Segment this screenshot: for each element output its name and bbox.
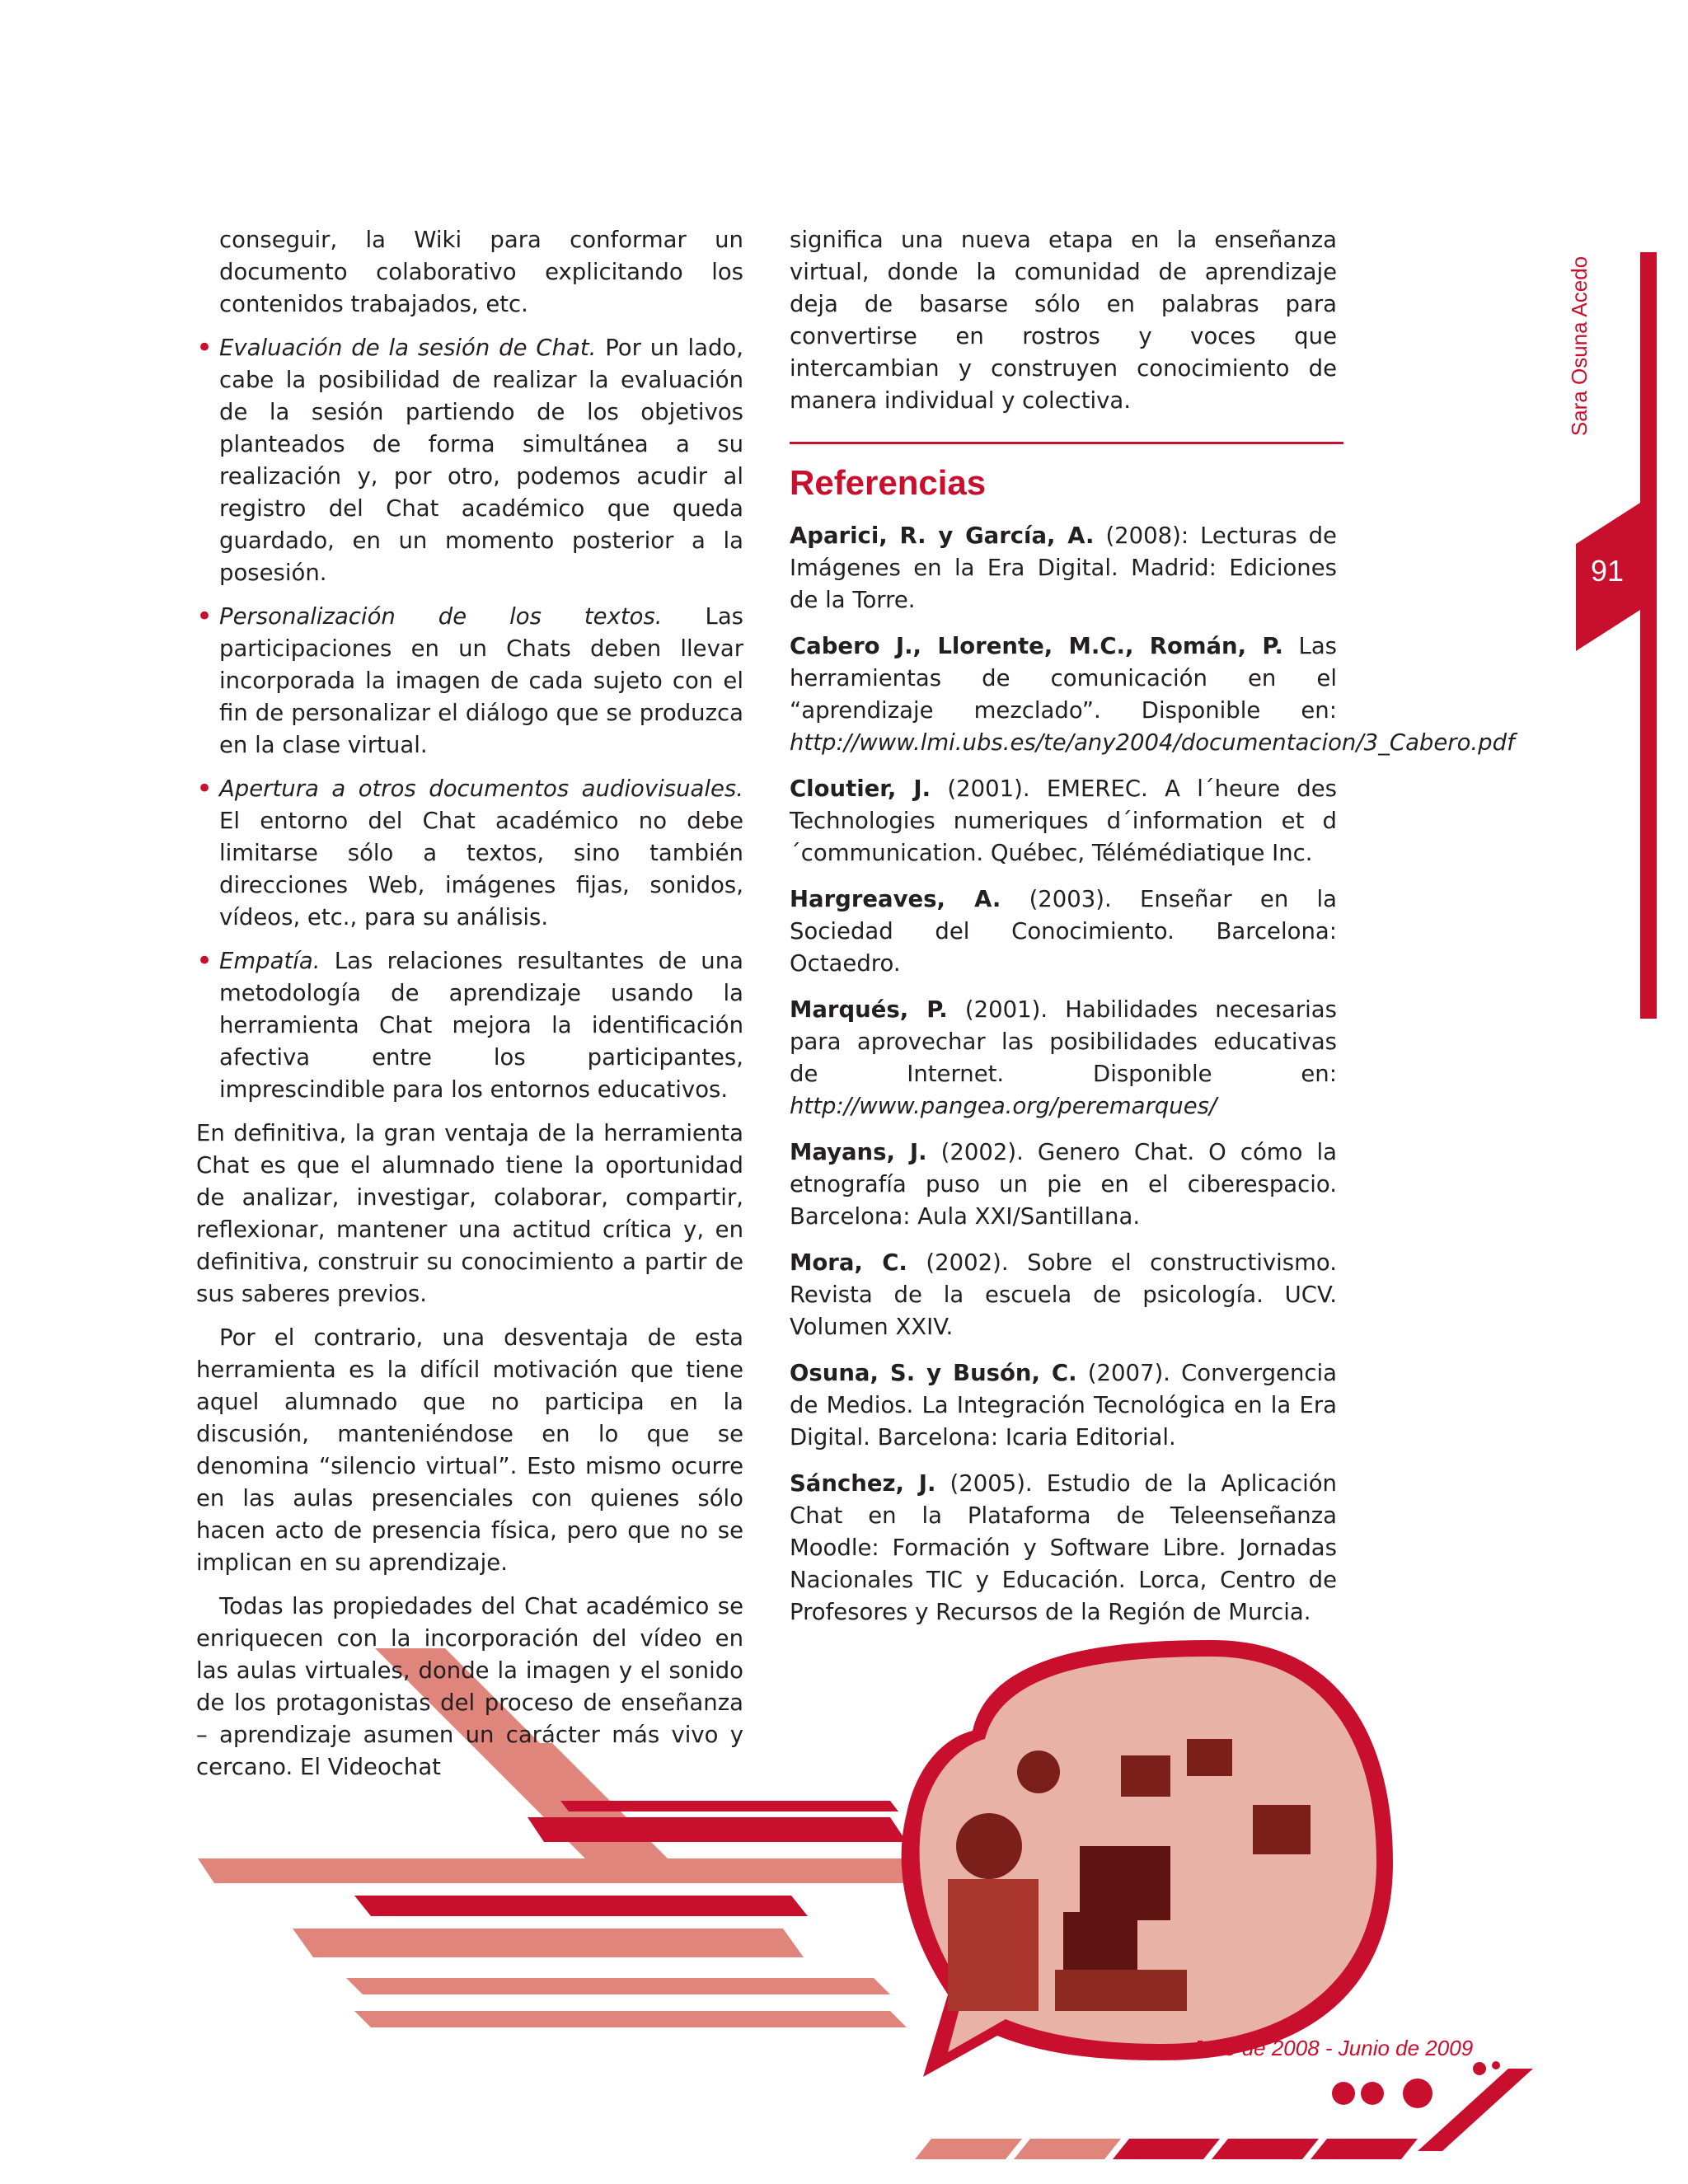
reference-text: (2003). Enseñar en la Sociedad del Conocimiento. Barcelona: Octaedro. <box>790 886 1337 977</box>
reference-item <box>790 630 1515 759</box>
bullet-dot-icon: • <box>196 331 213 364</box>
reference-author: Mora, C. <box>790 1249 907 1276</box>
reference-item <box>790 520 1337 616</box>
footer-date: Julio de 2008 - Junio de 2009 <box>1192 2036 1474 2060</box>
bullet-text: Las participaciones en un Chats deben llevar incorporada la imagen de cada sujeto con el fin de personalizar el diálogo que se produzca en la clase virtual. <box>219 603 743 758</box>
reference-text: Las herramientas de comunicación en el “aprendizaje mezclado”. Disponible en: <box>790 633 1337 724</box>
reference-item <box>790 773 1337 869</box>
footer-stripes <box>915 2069 1533 2159</box>
reference-author: Mayans, J. <box>790 1139 927 1165</box>
reference-text: (2008): Lecturas de Imágenes en la Era Digital. Madrid: Ediciones de la Torre. <box>790 523 1337 613</box>
reference-author: Hargreaves, A. <box>790 886 1001 912</box>
left-column <box>196 224 743 1795</box>
sidebar-notch-3 <box>1556 841 1596 881</box>
sidebar-notch-1 <box>1556 685 1596 724</box>
reference-author: Aparici, R. y García, A. <box>790 523 1095 549</box>
reference-text: (2005). Estudio de la Aplicación Chat en la Plataforma de Teleenseñanza Moodle: Formación y Software Libre. Jornadas Nacionales TIC y Educación. Lorca, Centro de Profesores y Recursos de la Región de Murcia. <box>790 1470 1337 1625</box>
reference-item <box>790 1247 1337 1343</box>
reference-item <box>790 1468 1337 1629</box>
reference-item <box>790 1137 1337 1233</box>
reference-link[interactable]: http://www.pangea.org/peremarques/ <box>790 1093 1217 1119</box>
reference-text: (2002). Genero Chat. O cómo la etnografía puso un pie en el ciberespacio. Barcelona: Aula XXI/Santillana. <box>790 1139 1337 1230</box>
bullet-text: Las relaciones resultantes de una metodología de aprendizaje usando la herramienta Chat mejora la identificación afectiva entre los participantes, imprescindible para los entornos educativos. <box>219 948 743 1103</box>
reference-author: Marqués, P. <box>790 996 948 1023</box>
reference-item <box>790 1357 1337 1454</box>
right-column <box>790 224 1515 1643</box>
bullet-text: Por un lado, cabe la posibilidad de realizar la evaluación de la sesión partiendo de los objetivos planteados de forma simultánea a su realización y, por otro, podemos acudir al registro del Chat académico que queda guardado, en un momento posterior a la posesión. <box>219 335 743 586</box>
paragraph-video: Todas las propiedades del Chat académico se enriquecen con la incorporación del vídeo en las aulas virtuales, donde la imagen y el sonido de los protagonistas del proceso de enseñanza – aprendizaje asumen un carácter más vivo y cercano. El Videochat <box>196 1593 743 1780</box>
reference-text: (2007). Convergencia de Medios. La Integración Tecnológica en la Era Digital. Barcelona: Icaria Editorial. <box>790 1360 1337 1451</box>
reference-text: (2002). Sobre el constructivismo. Revista de la escuela de psicología. UCV. Volumen XXIV. <box>790 1249 1337 1340</box>
bullet-title: Personalización de los textos. <box>219 603 663 630</box>
running-author: Sara Osuna Acedo <box>1567 255 1592 437</box>
bullet-list <box>196 332 743 1106</box>
intro-continuation: conseguir, la Wiki para conformar un documento colaborativo explicitando los contenidos trabajados, etc. <box>219 227 743 317</box>
section-divider <box>790 442 1343 444</box>
reference-text: (2001). Habilidades necesarias para aprovechar las posibilidades educativas de Internet. Disponible en: <box>790 996 1337 1087</box>
references-heading: Referencias <box>790 463 987 502</box>
bullet-item <box>196 945 743 1106</box>
bullet-text: El entorno del Chat académico no debe limitarse sólo a textos, sino también direcciones Web, imágenes fijas, sonidos, vídeos, etc., para su análisis. <box>219 808 743 930</box>
bullet-item <box>196 332 743 589</box>
bullet-title: Empatía. <box>219 948 321 974</box>
page-number: 91 <box>1590 554 1625 588</box>
bullet-item <box>196 773 743 934</box>
reference-item <box>790 994 1337 1122</box>
sidebar-notch-2 <box>1556 763 1596 803</box>
reference-author: Cloutier, J. <box>790 776 931 802</box>
bullet-dot-icon: • <box>196 600 213 633</box>
bullet-title: Evaluación de la sesión de Chat. <box>219 335 597 361</box>
reference-author: Cabero J., Llorente, M.C., Román, P. <box>790 633 1283 659</box>
paragraph-conclusion: En definitiva, la gran ventaja de la herramienta Chat es que el alumnado tiene la oportunidad de analizar, investigar, colaborar, compartir, reflexionar, mantener una actitud crítica y, en definitiva, construir su conocimiento a partir de sus saberes previos. <box>196 1120 743 1307</box>
bullet-dot-icon: • <box>196 944 213 977</box>
paragraph-continuation: significa una nueva etapa en la enseñanza virtual, donde la comunidad de aprendizaje deja de basarse sólo en palabras para convertirse en rostros y voces que intercambian y construyen conocimiento de manera individual y colectiva. <box>790 227 1337 414</box>
bullet-dot-icon: • <box>196 772 213 805</box>
reference-author: Sánchez, J. <box>790 1470 936 1497</box>
bullet-title: Apertura a otros documentos audiovisuales. <box>219 776 743 802</box>
reference-link[interactable]: http://www.lmi.ubs.es/te/any2004/documentacion/3_Cabero.pdf <box>790 729 1515 756</box>
reference-text: (2001). EMEREC. A l´heure des Technologies numeriques d´information et d´communication. Québec, Télémédiatique Inc. <box>790 776 1337 866</box>
references-list <box>790 520 1515 1629</box>
reference-item <box>790 883 1337 980</box>
bullet-item <box>196 601 743 762</box>
paragraph-disadvantage: Por el contrario, una desventaja de esta herramienta es la difícil motivación que tiene aquel alumnado que no participa en la discusión, manteniéndose en lo que se denomina “silencio virtual”. Esto mismo ocurre en las aulas presenciales con quienes sólo hacen acto de presencia física, pero que no se implican en su aprendizaje. <box>196 1324 743 1576</box>
reference-author: Osuna, S. y Busón, C. <box>790 1360 1077 1386</box>
chat-photo-bubble <box>902 1640 1393 2077</box>
